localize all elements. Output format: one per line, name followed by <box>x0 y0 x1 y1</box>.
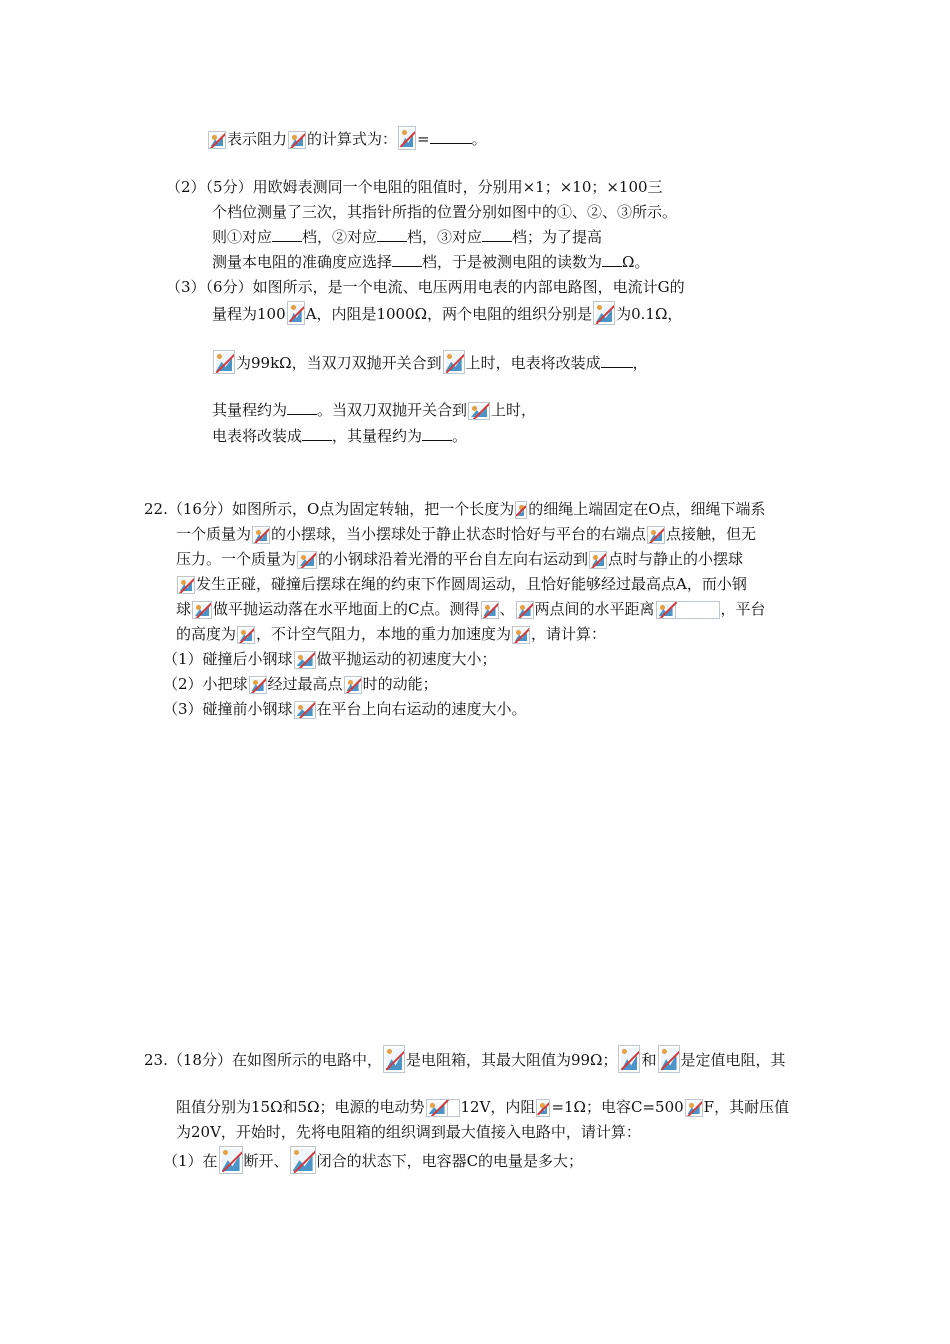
text: 12V，内阻 <box>460 1098 536 1116</box>
broken-image-icon <box>536 1099 550 1117</box>
text: ，平台 <box>720 600 766 618</box>
answer-blank <box>601 353 633 368</box>
text: 的小钢球沿着光滑的平台自左向右运动到 <box>318 550 589 568</box>
text: 。当双刀双抛开关合到 <box>317 401 468 419</box>
broken-image-icon <box>589 551 607 569</box>
q21-p3-line-1 <box>166 276 685 298</box>
broken-image-icon <box>516 601 534 619</box>
broken-image-icon <box>294 651 316 669</box>
q22-subq-2 <box>163 673 438 695</box>
text: （3）（6分）如图所示，是一个电流、电压两用电表的内部电路图，电流计G的 <box>166 278 685 296</box>
q21-p3-line-3 <box>212 352 648 374</box>
text: 做平抛运动落在水平地面上的C点。测得 <box>213 600 480 618</box>
text: 。 <box>452 427 468 445</box>
text: ，其量程约为 <box>332 427 423 445</box>
broken-image-icon <box>288 131 306 149</box>
answer-blank <box>287 400 317 415</box>
q22-line-6 <box>176 623 606 645</box>
broken-image-icon <box>219 1146 243 1174</box>
q22-line-2 <box>176 523 756 545</box>
text: 的小摆球，当小摆球处于静止状态时恰好与平台的右端点 <box>271 525 647 543</box>
text: 在平台上向右运动的速度大小。 <box>316 700 527 718</box>
q22-subq-1 <box>163 648 497 670</box>
q22-line-3 <box>176 548 743 570</box>
text: 个档位测量了三次，其指针所指的位置分别如图中的①、②、③所示。 <box>212 203 678 221</box>
text: Ω。 <box>622 253 650 271</box>
text: 做平抛运动的初速度大小； <box>316 650 497 668</box>
broken-image-icon <box>593 301 615 325</box>
q21-line-1 <box>207 128 487 150</box>
answer-blank <box>377 227 407 242</box>
text: 的细绳上端固定在O点，细绳下端系 <box>528 500 766 518</box>
answer-blank <box>272 227 302 242</box>
broken-image-icon <box>685 1099 703 1117</box>
text: ， <box>632 354 648 372</box>
text: 其量程约为 <box>212 401 288 419</box>
text: 上时，电表将改装成 <box>465 354 601 372</box>
text: 的高度为 <box>176 625 237 643</box>
broken-image-icon <box>426 1099 460 1117</box>
text: A，内阻是1000Ω，两个电阻的组织分别是 <box>305 305 593 323</box>
q23-line-1 <box>144 1049 786 1073</box>
q21-p2-line-1 <box>166 176 663 198</box>
q21-p3-line-2 <box>212 303 682 325</box>
text: （2）（5分）用欧姆表测同一个电阻的阻值时，分别用×1；×10；×100三 <box>166 178 663 196</box>
broken-image-icon <box>647 526 665 544</box>
q22-line-4 <box>176 573 747 595</box>
text: 闭合的状态下，电容器C的电量是多大； <box>316 1152 584 1170</box>
text: 断开、 <box>243 1152 289 1170</box>
q21-p3-line-5 <box>212 425 467 447</box>
text: 。 <box>471 130 487 148</box>
broken-image-icon <box>344 676 362 694</box>
answer-blank <box>422 426 452 441</box>
text: 上时， <box>491 401 537 419</box>
text: （3）碰撞前小钢球 <box>163 700 293 718</box>
answer-blank <box>430 129 472 144</box>
q21-p3-line-4 <box>212 399 536 421</box>
broken-image-icon <box>383 1045 405 1073</box>
text: 和 <box>641 1051 657 1069</box>
answer-blank <box>602 252 622 267</box>
text: 是定值电阻，其 <box>680 1051 786 1069</box>
text: 、 <box>499 600 515 618</box>
text: 发生正碰，碰撞后摆球在绳的约束下作圆周运动，且恰好能够经过最高点A，而小钢 <box>196 575 747 593</box>
text: 两点间的水平距离 <box>534 600 655 618</box>
text: 一个质量为 <box>176 525 252 543</box>
text: ，请计算： <box>531 625 607 643</box>
text: = <box>417 130 430 148</box>
text: 为99kΩ，当双刀双抛开关合到 <box>236 354 442 372</box>
text: 档，于是被测电阻的读数为 <box>422 253 603 271</box>
q22-line-5 <box>176 598 766 620</box>
broken-image-icon <box>656 601 720 619</box>
broken-image-icon <box>515 501 527 519</box>
broken-image-icon <box>287 301 305 325</box>
q23-line-3 <box>176 1121 641 1143</box>
answer-blank <box>392 252 422 267</box>
broken-image-icon <box>294 701 316 719</box>
text: 阻值分别为15Ω和5Ω；电源的电动势 <box>176 1098 425 1116</box>
broken-image-icon <box>192 601 212 619</box>
text: （1）碰撞后小钢球 <box>163 650 293 668</box>
text: 点时与静止的小摆球 <box>608 550 744 568</box>
q22-subq-3 <box>163 698 527 720</box>
text: 量程为100 <box>212 305 286 323</box>
broken-image-icon <box>213 350 235 374</box>
q21-p2-line-3 <box>212 226 602 248</box>
text: 23.（18分）在如图所示的电路中， <box>144 1051 382 1069</box>
text: 点接触，但无 <box>666 525 757 543</box>
q21-p2-line-2 <box>212 201 677 223</box>
text: 的计算式为： <box>307 130 398 148</box>
answer-blank <box>302 426 332 441</box>
broken-image-icon <box>208 131 226 149</box>
broken-image-icon <box>290 1146 316 1174</box>
text: （2）小把球 <box>163 675 248 693</box>
q23-line-2 <box>176 1096 789 1118</box>
answer-blank <box>482 227 512 242</box>
broken-image-icon <box>237 626 255 644</box>
text: 表示阻力 <box>227 130 288 148</box>
text: 为20V，开始时，先将电阻箱的组织调到最大值接入电路中，请计算： <box>176 1123 641 1141</box>
q23-subq-1 <box>163 1150 583 1174</box>
broken-image-icon <box>177 576 195 594</box>
text: ，不计空气阻力，本地的重力加速度为 <box>256 625 512 643</box>
text: 为0.1Ω， <box>616 305 683 323</box>
text: 经过最高点 <box>267 675 343 693</box>
broken-image-icon <box>398 126 416 150</box>
broken-image-icon <box>443 350 465 374</box>
text: 电表将改装成 <box>212 427 303 445</box>
text: F，其耐压值 <box>703 1098 790 1116</box>
broken-image-icon <box>658 1045 680 1073</box>
text: 22.（16分）如图所示，O点为固定转轴，把一个长度为 <box>144 500 515 518</box>
text: （1）在 <box>163 1152 218 1170</box>
q22-line-1 <box>144 498 766 520</box>
text: 测量本电阻的准确度应选择 <box>212 253 393 271</box>
broken-image-icon <box>481 601 499 619</box>
broken-image-icon <box>512 626 530 644</box>
broken-image-icon <box>297 551 317 569</box>
q21-p2-line-4 <box>212 251 649 273</box>
text: =1Ω；电容C=500 <box>551 1098 684 1116</box>
broken-image-icon <box>468 402 490 420</box>
text: 压力。一个质量为 <box>176 550 297 568</box>
broken-image-icon <box>618 1045 640 1073</box>
text: 是电阻箱，其最大阻值为99Ω； <box>405 1051 618 1069</box>
broken-image-icon <box>249 676 267 694</box>
broken-image-icon <box>252 526 270 544</box>
text: 时的动能； <box>362 675 438 693</box>
text: 档，②对应 <box>302 228 378 246</box>
text: 档，③对应 <box>407 228 483 246</box>
text: 则①对应 <box>212 228 273 246</box>
text: 档；为了提高 <box>512 228 603 246</box>
text: 球 <box>176 600 192 618</box>
